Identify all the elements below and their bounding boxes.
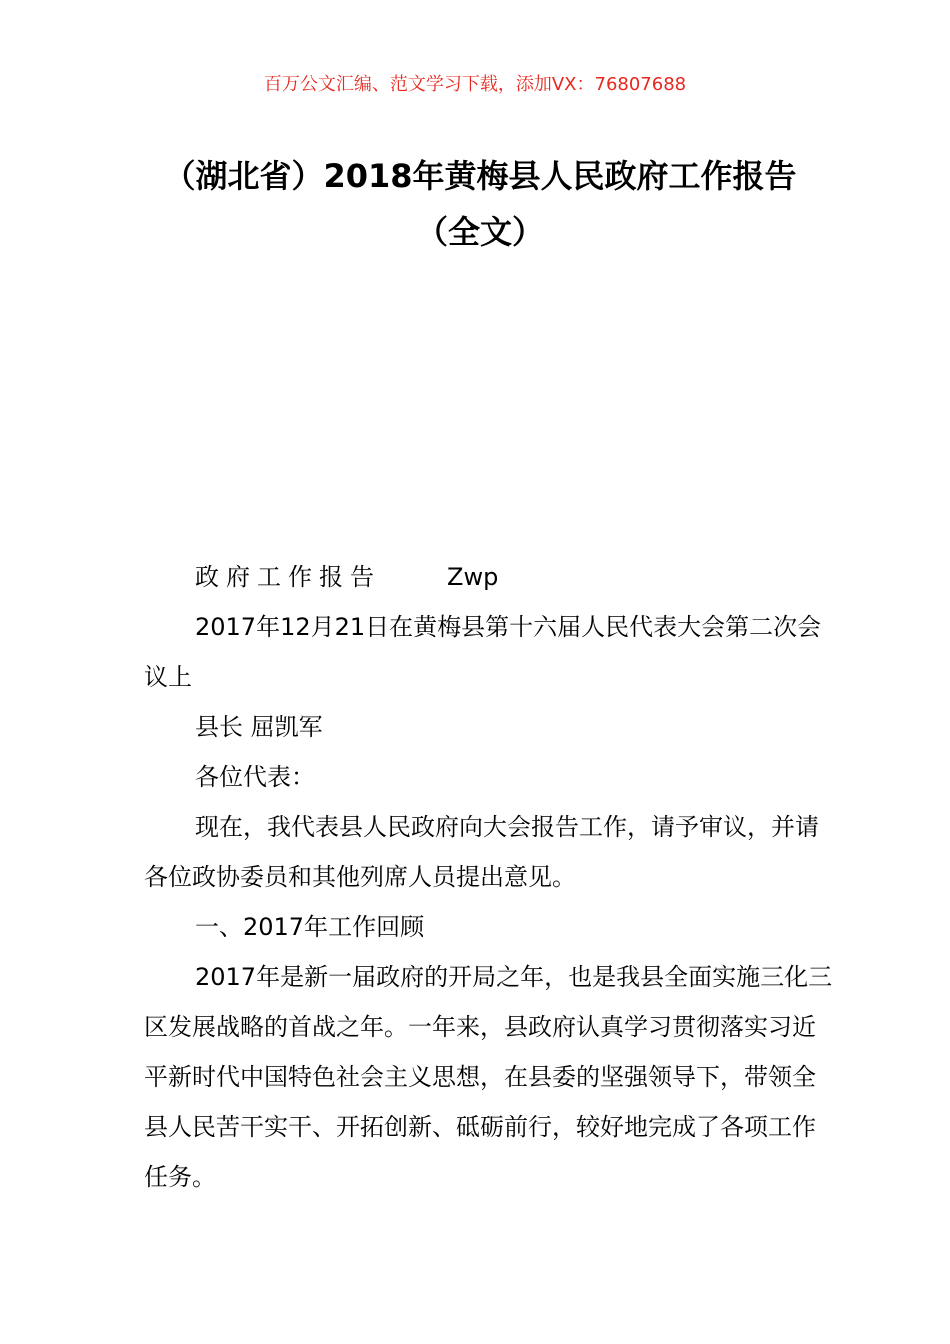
- intro-paragraph: 现在，我代表县人民政府向大会报告工作，请予审议，并请各位政协委员和其他列席人员提出意见。: [144, 813, 819, 891]
- speaker-line: 县长 屈凯军: [195, 713, 323, 741]
- document-body: [144, 552, 834, 1202]
- report-label-line: [144, 552, 834, 602]
- report-code: Zwp: [447, 563, 499, 591]
- section-heading: 一、2017年工作回顾: [195, 913, 425, 941]
- header-watermark: 百万公文汇编、范文学习下载，添加VX：76807688: [263, 74, 687, 95]
- greeting-line: 各位代表：: [195, 763, 315, 791]
- report-label: 政府工作报告: [195, 563, 381, 591]
- document-title: （湖北省）2018年黄梅县人民政府工作报告（全文）: [163, 157, 797, 251]
- meeting-line: 2017年12月21日在黄梅县第十六届人民代表大会第二次会议上: [144, 613, 822, 691]
- review-paragraph: 2017年是新一届政府的开局之年，也是我县全面实施三化三区发展战略的首战之年。一年来，县政府认真学习贯彻落实习近平新时代中国特色社会主义思想，在县委的坚强领导下，带领全县人民苦干实干、开拓创新、砥砺前行，较好地完成了各项工作任务。: [144, 963, 833, 1191]
